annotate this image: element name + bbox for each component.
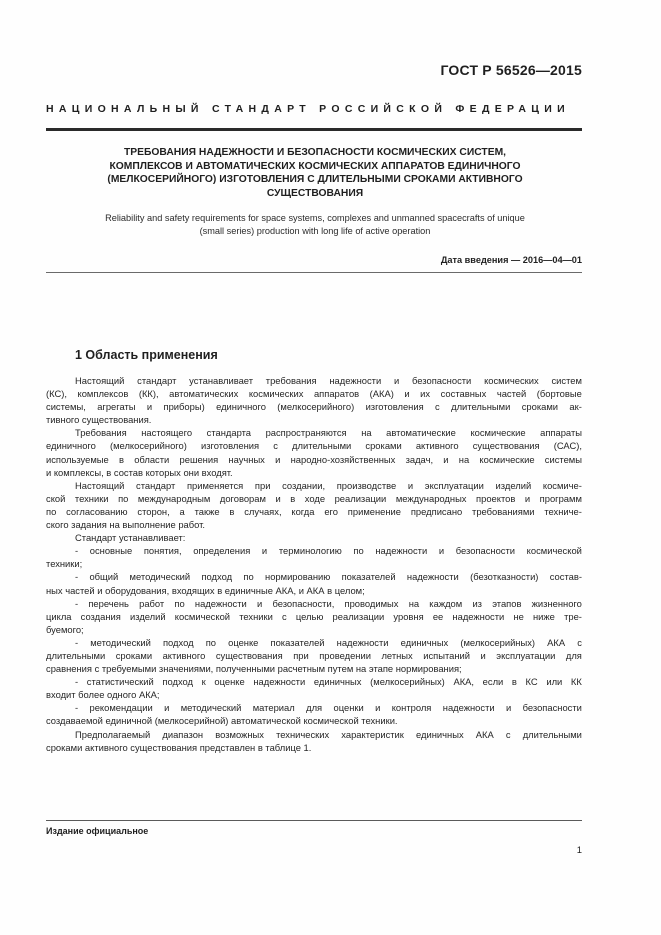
text-line: ского задания на выполнение работ.	[46, 519, 205, 531]
text-line: Стандарт устанавливает:	[75, 532, 186, 544]
text-line: создаваемой единичной (мелкосерийной) автоматической космической техники.	[46, 715, 398, 727]
text-line: системы, агрегаты и приборы) единичного (мелкосерийного) изготовления с длительными сроками ак-	[46, 401, 582, 413]
national-standard-caption: НАЦИОНАЛЬНЫЙ СТАНДАРТ РОССИЙСКОЙ ФЕДЕРАЦИИ	[46, 103, 570, 115]
text-line: и комплексы, в состав которых они входят.	[46, 466, 233, 478]
document-title-ru	[70, 146, 560, 200]
footer-divider	[46, 820, 582, 821]
edition-label: Издание официальное	[46, 826, 149, 836]
title-ru-line: ТРЕБОВАНИЯ НАДЕЖНОСТИ И БЕЗОПАСНОСТИ КОСМИЧЕСКИХ СИСТЕМ,	[123, 147, 507, 158]
text-line: - перечень работ по надежности и безопасности, проводимых на каждом из этапов жизненного	[75, 597, 582, 609]
text-line: ской техники по международным договорам и в ходе реализации международных проектов и программ	[46, 492, 582, 504]
text-line: Требования настоящего стандарта распространяются на автоматические космические аппараты	[75, 427, 582, 439]
text-line: Настоящий стандарт устанавливает требования надежности и безопасности космических систем	[75, 375, 582, 386]
text-line: единичного (мелкосерийного) изготовления с длительными сроками активного существования (САС),	[46, 440, 582, 452]
text-line: используемые в области решения научных и народно-хозяйственных задач, и на космические системы	[46, 453, 582, 465]
page-number: 1	[576, 845, 582, 856]
text-line: тивного существования.	[46, 414, 152, 426]
title-en-line: Reliability and safety requirements for space systems, complexes and unmanned spacecrafts of unique	[105, 213, 525, 223]
section-heading: 1 Область применения	[75, 348, 218, 362]
text-line: ных частей и оборудования, входящих в единичные АКА, и АКА в целом;	[46, 584, 365, 596]
document-title-en	[70, 212, 560, 238]
section-body	[46, 374, 582, 754]
title-en-line: (small series) production with long life of active operation	[199, 226, 431, 237]
standard-number: ГОСТ Р 56526—2015	[440, 62, 582, 78]
text-line: длительными сроками активного существования при проведении летных испытаний и эксплуатации для	[46, 649, 582, 661]
text-line: - рекомендации и методический материал для оценки и контроля надежности и безопасности	[75, 702, 582, 714]
text-line: - методический подход по оценке показателей надежности единичных (мелкосерийных) АКА с	[75, 636, 582, 648]
header-divider	[46, 128, 582, 131]
text-line: Настоящий стандарт применяется при создании, производстве и эксплуатации изделий космиче-	[75, 479, 582, 491]
text-line: (КС), комплексов (КК), автоматических космических аппаратов (АКА) и их составных частей (бортовые	[46, 388, 582, 400]
text-line: - общий методический подход по нормированию показателей надежности (безотказности) состав-	[75, 571, 582, 583]
text-line: техники;	[46, 558, 83, 570]
text-line: входит более одного АКА;	[46, 689, 160, 701]
text-line: буемого;	[46, 623, 84, 635]
title-divider	[46, 272, 582, 273]
text-line: Предполагаемый диапазон возможных технических характеристик единичных АКА с длительными	[75, 728, 582, 740]
text-line: - статистический подход к оценке надежности единичных (мелкосерийных) АКА, если в КС или КК	[75, 676, 582, 688]
title-ru-line: СУЩЕСТВОВАНИЯ	[266, 187, 364, 199]
text-line: цикла создания изделий космической техники с целью реализации уровня ее надежности не ниже тре-	[46, 610, 582, 622]
text-line: - основные понятия, определения и терминологию по надежности и безопасности космической	[75, 545, 582, 557]
title-ru-line: КОМПЛЕКСОВ И АВТОМАТИЧЕСКИХ КОСМИЧЕСКИХ АППАРАТОВ ЕДИНИЧНОГО	[109, 160, 521, 172]
introduction-date: Дата введения — 2016—04—01	[440, 255, 582, 265]
text-line: сроками активного существования представлен в таблице 1.	[46, 741, 312, 753]
title-ru-line: (МЕЛКОСЕРИЙНОГО) ИЗГОТОВЛЕНИЯ С ДЛИТЕЛЬНЫМИ СРОКАМИ АКТИВНОГО	[107, 174, 523, 186]
text-line: по согласованию сторон, а также в случаях, когда его применение предписано требованиями техниче-	[46, 505, 582, 517]
text-line: сравнения с требуемыми значениями, полученными расчетным путем на этапе нормирования;	[46, 663, 462, 675]
